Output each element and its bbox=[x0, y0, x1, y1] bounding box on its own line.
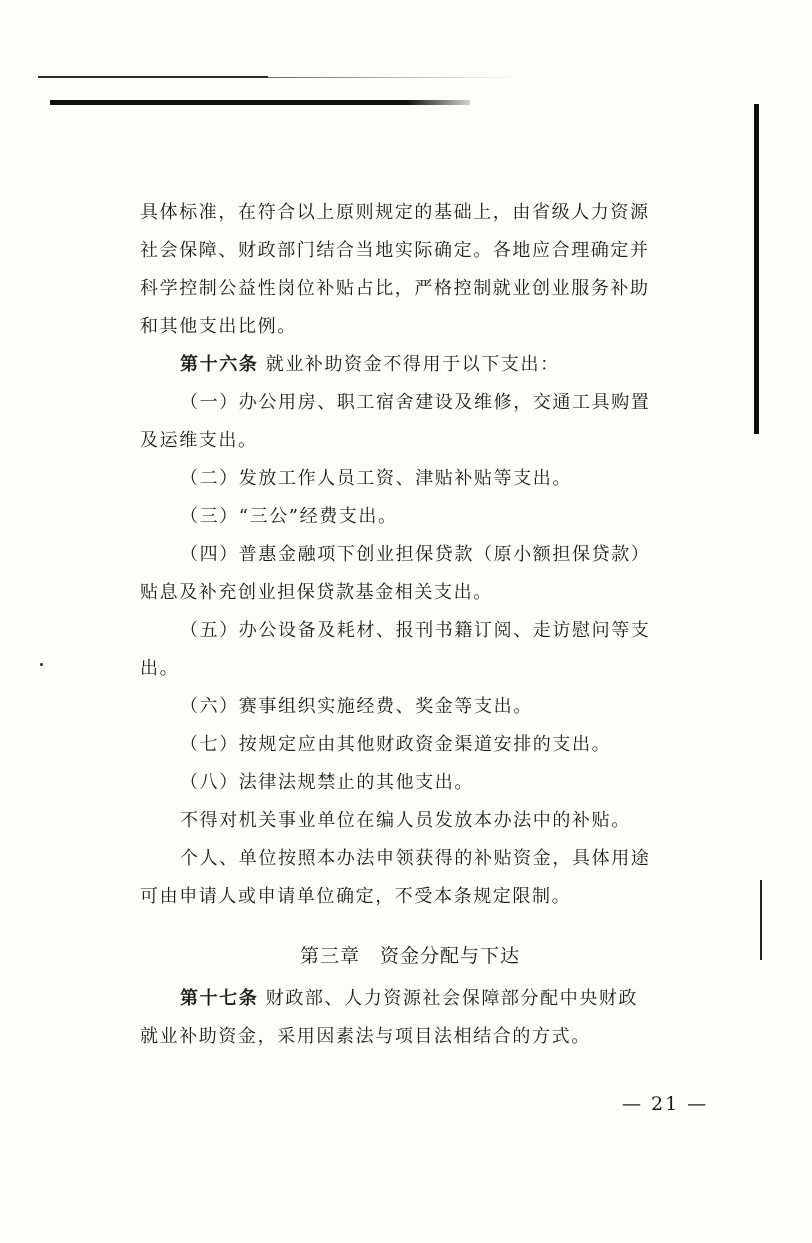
chapter-number: 第三章 bbox=[299, 945, 360, 967]
article-17-text: 财政部、人力资源社会保障部分配中央财政 bbox=[265, 988, 639, 1009]
header-rule-thick bbox=[50, 100, 470, 105]
list-item: （五）办公设备及耗材、报刊书籍订阅、走访慰问等支 bbox=[180, 620, 651, 641]
list-item-continuation: 及运维支出。 bbox=[140, 430, 258, 451]
list-item: （四）普惠金融项下创业担保贷款（原小额担保贷款） bbox=[180, 544, 651, 565]
chapter-title: 资金分配与下达 bbox=[380, 945, 521, 967]
paragraph-line: 不得对机关事业单位在编人员发放本办法中的补贴。 bbox=[180, 810, 631, 831]
paragraph-line: 个人、单位按照本办法申领获得的补贴资金，具体用途 bbox=[180, 848, 651, 869]
page-number: — 21 — bbox=[622, 1093, 709, 1115]
text-line: 社会保障、财政部门结合当地实际确定。各地应合理确定并 bbox=[140, 240, 650, 261]
list-item: （八）法律法规禁止的其他支出。 bbox=[180, 772, 474, 793]
article-17-label: 第十七条 bbox=[180, 988, 259, 1009]
text-line: 科学控制公益性岗位补贴占比，严格控制就业创业服务补助 bbox=[140, 278, 650, 299]
scan-edge-bar bbox=[754, 104, 759, 434]
text-line: 和其他支出比例。 bbox=[140, 316, 297, 337]
article-17-continuation: 就业补助资金，采用因素法与项目法相结合的方式。 bbox=[140, 1026, 591, 1047]
article-16-heading bbox=[140, 346, 680, 384]
list-item: （二）发放工作人员工资、津贴补贴等支出。 bbox=[180, 468, 572, 489]
paragraph-line: 可由申请人或申请单位确定，不受本条规定限制。 bbox=[140, 886, 572, 907]
list-item: （一）办公用房、职工宿舍建设及维修，交通工具购置 bbox=[180, 392, 651, 413]
list-item: （七）按规定应由其他财政资金渠道安排的支出。 bbox=[180, 734, 612, 755]
body-text bbox=[140, 194, 680, 1056]
list-item: （六）赛事组织实施经费、奖金等支出。 bbox=[180, 696, 533, 717]
list-item-continuation: 出。 bbox=[140, 658, 180, 679]
list-item-continuation: 贴息及补充创业担保贷款基金相关支出。 bbox=[140, 582, 493, 603]
chapter-heading bbox=[140, 932, 680, 980]
article-16-text: 就业补助资金不得用于以下支出： bbox=[265, 354, 560, 375]
article-16-label: 第十六条 bbox=[180, 354, 259, 375]
scan-edge-mark bbox=[760, 880, 762, 960]
header-rule-thin bbox=[38, 76, 268, 78]
header-rule-thin-fade bbox=[268, 77, 518, 78]
scan-speck bbox=[40, 663, 43, 666]
article-17-heading bbox=[140, 980, 680, 1018]
list-item: （三）“三公”经费支出。 bbox=[180, 506, 398, 527]
text-line: 具体标准，在符合以上原则规定的基础上，由省级人力资源 bbox=[140, 202, 650, 223]
